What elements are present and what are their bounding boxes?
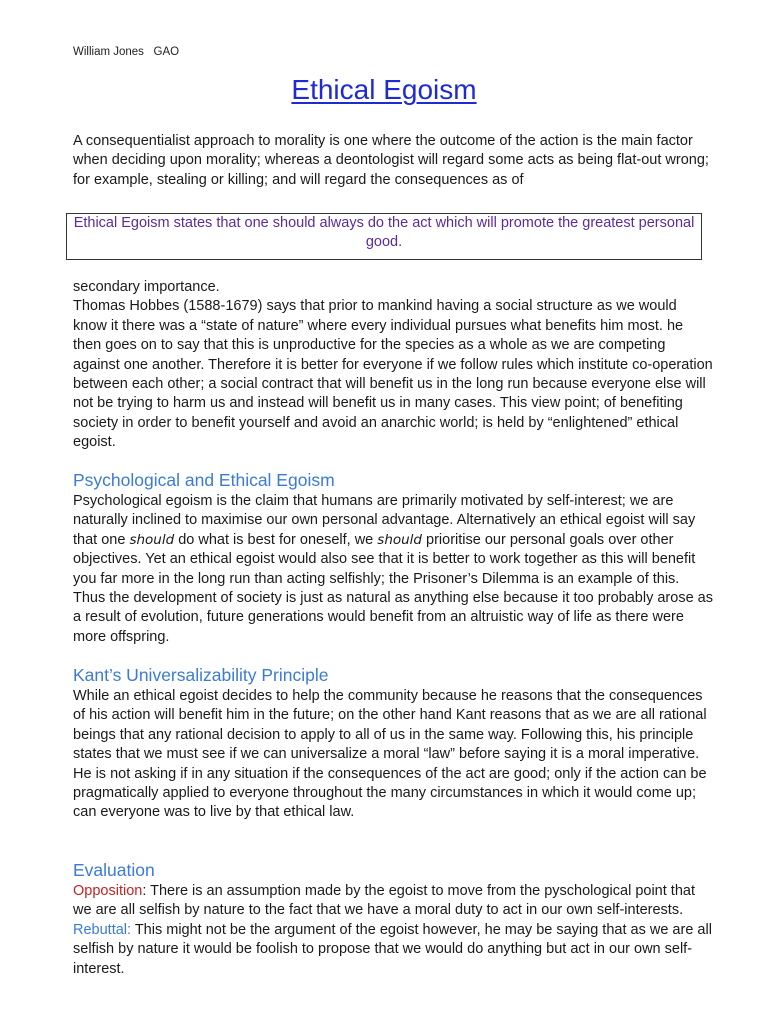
heading-kant-universalizability: Kant’s Universalizability Principle [73, 665, 329, 685]
emphasis-should-1: should [129, 531, 175, 548]
kant-paragraph: While an ethical egoist decides to help the community because he reasons that the consequences of his action will benefit him in the future; on the other hand Kant reasons that as we are all rational beings that any rational decision to apply to all of us in the same way. Following this, his principle states that we must see if we can universalize a moral “law” before saying it is a moral imperative. He is not asking if in any situation if the consequences of the act are good; only if the action can be pragmatically applied to everyone throughout the many circumstances in which it would come up; can everyone was to live by that ethical law. [73, 688, 707, 821]
definition-callout-box [66, 213, 702, 260]
rebuttal-paragraph [73, 921, 713, 979]
heading-evaluation: Evaluation [73, 860, 155, 880]
psych-text-a: Psychological egoism is the claim that humans are primarily motivated by self-interest; we are naturally inclined to maximise our own personal advantage. Alternatively an ethical egoist will say that one [73, 493, 696, 548]
document-title: Ethical Egoism [291, 74, 477, 105]
definition-callout-text: Ethical Egoism states that one should always do the act which will promote the greatest personal good. [73, 215, 695, 251]
psychological-egoism-paragraph [73, 492, 713, 647]
intro-paragraph: A consequentialist approach to morality is one where the outcome of the action is the main factor when deciding upon morality; whereas a deontologist will regard some acts as being flat-out wrong; for example, stealing or killing; and will regard the consequences as of [73, 133, 709, 188]
opposition-paragraph [73, 882, 713, 921]
heading-psychological-ethical-egoism: Psychological and Ethical Egoism [73, 470, 335, 490]
opposition-text: : There is an assumption made by the egoist to move from the pyschological point that we are all selfish by nature to the fact that we have a moral duty to act in our own self-interests. [73, 883, 695, 919]
emphasis-should-2: should [377, 531, 423, 548]
evaluation-section [73, 882, 713, 979]
psych-text-c: prioritise our personal goals over other objectives. Yet an ethical egoist would also see that it is better to work together as this will benefit you far more in the long run than acting selfishly; the Prisoner’s Dilemma is an example of this. Thus the development of society is just as natural as anything else because it too probably arose as a result of evolution, future generations would benefit from an altruistic way of life as there were more offspring. [73, 531, 713, 645]
opposition-label: Opposition [73, 883, 143, 899]
rebuttal-label: Rebuttal: [73, 921, 132, 938]
hobbes-section [73, 278, 713, 453]
rebuttal-text: This might not be the argument of the egoist however, he may be saying that as we are all selfish by nature it would be foolish to propose that we would do anything but act in our own self-interest. [73, 921, 712, 977]
continuation-line: secondary importance. [73, 279, 220, 295]
hobbes-paragraph: Thomas Hobbes (1588-1679) says that prior to mankind having a social structure as we would know it there was a “state of nature” where every individual pursues what benefits him most. he then goes on to say that this is unproductive for the species as a whole as we are competing against one another. Therefore it is better for everyone if we follow rules which institute co-operation between each other; a social contract that will benefit us in the long run because everyone else will not be trying to harm us and instead will benefit us in many cases. This view point; of benefiting society in order to benefit yourself and avoid an anarchic world; is held by “enlightened” ethical egoist. [73, 298, 713, 451]
author-line: William Jones GAO [73, 46, 180, 58]
psych-text-b: do what is best for oneself, we [174, 531, 378, 548]
